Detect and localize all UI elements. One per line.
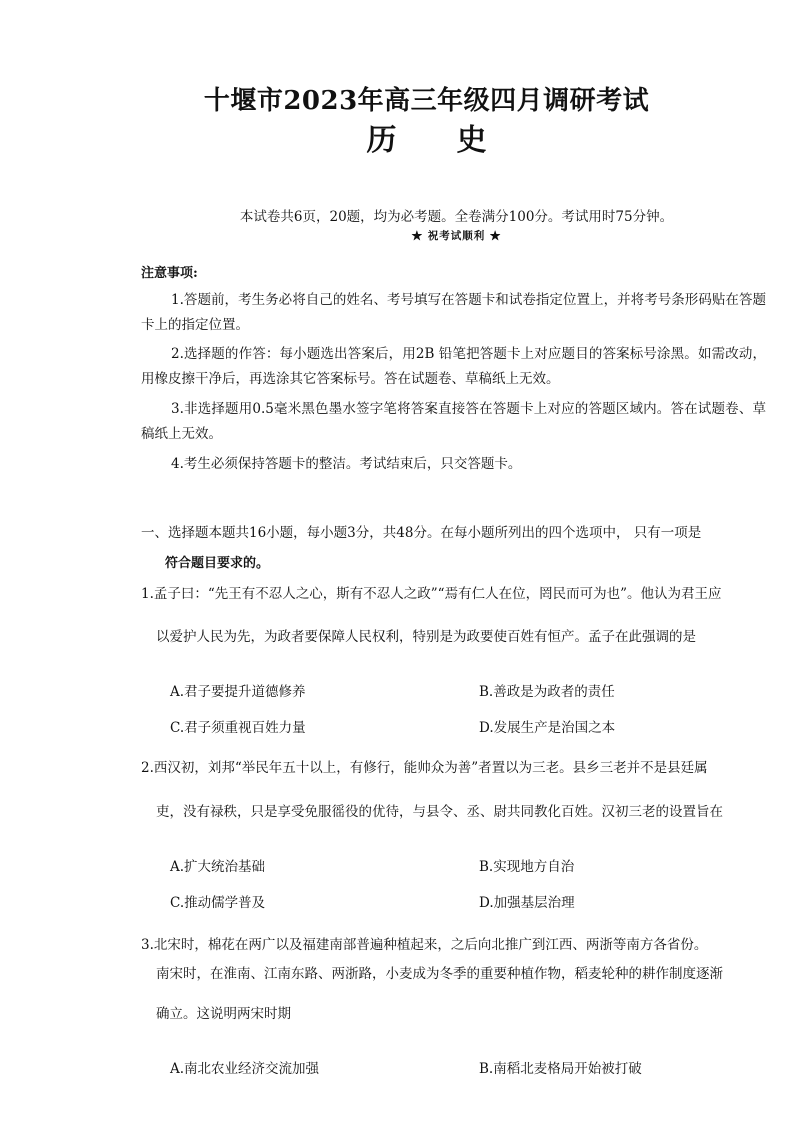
exam-title: 十堰市2023年高三年级四月调研考试: [203, 86, 650, 116]
notice-heading: 注意事项:: [141, 266, 198, 281]
question-1-option-c: C.君子须重视百姓力量: [170, 720, 306, 736]
notice-item: 1.答题前，考生务必将自己的姓名、考号填写在答题卡和试卷指定位置上，并将考号条形码贴在答题卡上的指定位置。: [141, 292, 766, 333]
question-1-option-d: D.发展生产是治国之本: [479, 720, 616, 736]
question-2-stem: 吏，没有禄秩，只是享受免服徭役的优待，与县令、丞、尉共同教化百姓。汉初三老的设置旨在: [156, 804, 723, 820]
question-1-option-a: A.君子要提升道德修养: [170, 684, 306, 700]
question-1-stem: 1.孟子曰：“先王有不忍人之心，斯有不忍人之政”“焉有仁人在位，罔民而可为也”。他认为君王应: [141, 586, 722, 602]
question-3-stem: 南宋时，在淮南、江南东路、两浙路，小麦成为冬季的重要种植作物，稻麦轮种的耕作制度逐渐: [156, 966, 723, 982]
subject-title: 历史: [366, 123, 547, 158]
question-2-stem: 2.西汉初，刘邦“举民年五十以上，有修行，能帅众为善”者置以为三老。县乡三老并不是县廷属: [141, 760, 708, 776]
notice-item: 3.非选择题用0.5毫米黑色墨水签字笔将答案直接答在答题卡上对应的答题区域内。答在试题卷、草稿纸上无效。: [141, 401, 766, 442]
section-heading-cont: 符合题目要求的。: [165, 556, 270, 571]
question-3-option-a: A.南北农业经济交流加强: [170, 1061, 320, 1077]
good-luck-banner: ★ 祝考试顺利 ★: [411, 230, 502, 242]
question-2-option-b: B.实现地方自治: [479, 859, 575, 875]
exam-info: 本试卷共6页，20题，均为必考题。全卷满分100分。考试用时75分钟。: [239, 209, 674, 225]
question-1-stem: 以爱护人民为先，为政者要保障人民权利，特别是为政要使百姓有恒产。孟子在此强调的是: [156, 629, 696, 645]
question-3-stem: 确立。这说明两宋时期: [156, 1006, 291, 1022]
question-1-option-b: B.善政是为政者的责任: [479, 684, 615, 700]
notice-item: 2.选择题的作答：每小题选出答案后，用2B 铅笔把答题卡上对应题目的答案标号涂黑。如需改动，用橡皮擦干净后，再选涂其它答案标号。答在试题卷、草稿纸上无效。: [141, 346, 766, 387]
question-3-option-b: B.南稻北麦格局开始被打破: [479, 1061, 642, 1077]
section-heading: 一、选择题本题共16小题，每小题3分，共48分。在每小题所列出的四个选项中， 只有一项是: [141, 525, 702, 541]
notice-item: 4.考生必须保持答题卡的整洁。考试结束后，只交答题卡。: [171, 456, 522, 472]
question-2-option-c: C.推动儒学普及: [170, 895, 266, 911]
question-2-option-a: A.扩大统治基础: [170, 859, 266, 875]
question-3-stem: 3.北宋时，棉花在两广以及福建南部普遍种植起来，之后向北推广到江西、两浙等南方各省份。: [141, 937, 708, 953]
question-2-option-d: D.加强基层治理: [479, 895, 575, 911]
